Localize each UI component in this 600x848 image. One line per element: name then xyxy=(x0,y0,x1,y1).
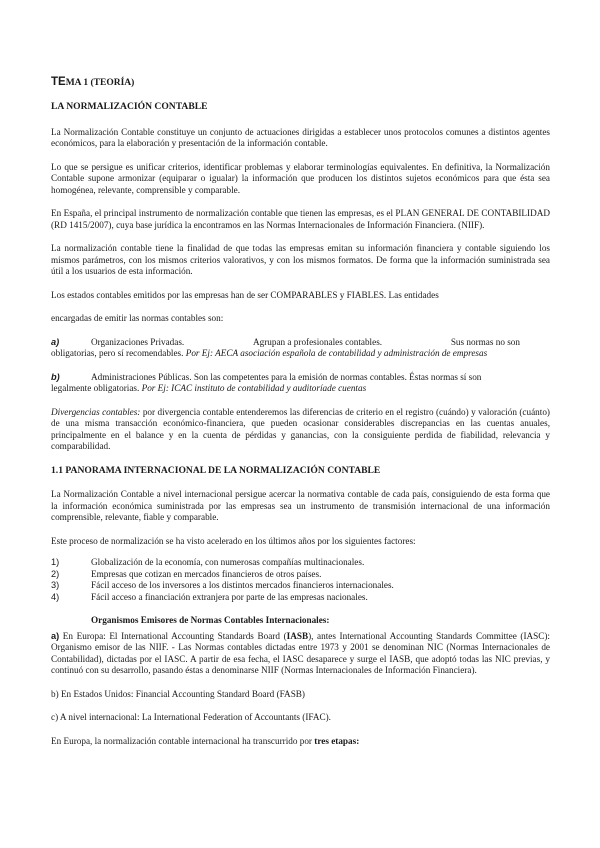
paragraph-3: En España, el principal instrumento de normalización contable que tienen las empresas, es el PLAN GENERAL DE CONTABILIDAD (RD 1415/2007), cuya base jurídica la encontramos en las Normas Internacionales de Información Financiera. (NIIF). xyxy=(51,208,550,230)
item-a-col3: Sus normas no son xyxy=(450,336,520,347)
item-a-example: Por Ej: AECA asociación española de contabilidad y administración de empresas xyxy=(185,348,488,358)
factor-text: Fácil acceso de los inversores a los distintos mercados financieros internacionales. xyxy=(91,580,394,590)
page-title xyxy=(51,76,550,90)
factor-text: Globalización de la economía, con numerosas compañías multinacionales. xyxy=(91,557,365,567)
item-b-letter: b) xyxy=(51,371,60,382)
title-rest: MA 1 (TEORÍA) xyxy=(65,78,135,88)
section-heading: LA NORMALIZACIÓN CONTABLE xyxy=(51,101,208,112)
paragraph-4: La normalización contable tiene la finalidad de que todas las empresas emitan su información financiera y contable siguiendo los mismos parámetros, con los mismos criterios valorativos, y con los mismos formatos. De forma que la información suministrada sea útil a los usuarios de esta información. xyxy=(51,243,550,276)
org-c-paragraph: c) A nivel internacional: La International Federation of Accountants (IFAC). xyxy=(51,712,331,722)
section-heading-2: 1.1 PANORAMA INTERNACIONAL DE LA NORMALIZACIÓN CONTABLE xyxy=(51,464,381,476)
paragraph-5: Los estados contables emitidos por las empresas han de ser COMPARABLES y FIABLES. Las entidades xyxy=(51,289,439,300)
divergencias-label: Divergencias contables: xyxy=(51,406,141,417)
factor-text: Fácil acceso a financiación extranjera por parte de las empresas nacionales. xyxy=(91,591,368,602)
org-a-acronym: IASB xyxy=(286,630,309,641)
factor-number: 3) xyxy=(51,580,60,590)
divergencias-text: por divergencia contable entenderemos las diferencias de criterio en el registro (cuándo) y valoración (cuánto) de una misma transacción económico-financiera, que pueden ocasionar considerables discrepancias en las cuentas anuales, principalmente en el balance y en la cuenta de pérdidas y ganancias, con la consiguiente perdida de fiabilidad, relevancia y comparabilidad. xyxy=(51,406,550,451)
paragraph-1: La Normalización Contable constituye un conjunto de actuaciones dirigidas a establecer unos protocolos comunes a distintos agentes económicos, para la elaboración y presentación de la información contable. xyxy=(51,126,550,148)
item-a-line2: obligatorias, pero sí recomendables. xyxy=(51,348,186,358)
list-item-b xyxy=(51,372,550,395)
list-item xyxy=(51,580,550,592)
last-bold: tres etapas: xyxy=(314,735,360,746)
factor-text: Empresas que cotizan en mercados financieros de otros países. xyxy=(91,568,322,579)
list-item xyxy=(51,569,550,581)
item-b-line2: legalmente obligatorias. xyxy=(51,383,142,393)
item-b-line1: Administraciones Públicas. Son las competentes para la emisión de normas contables. Éstas normas sí son xyxy=(91,371,482,382)
org-a-post: ), antes International Accounting Standards Committee (IASC): Organismo emisor de las NIIF. - Las Normas contables dictadas entre 1973 y 2001 se denominan NIC (Normas Internacionales de Contabilidad), dictadas por el IASC. A partir de esa fecha, el IASC desaparece y surge el IASB, que adoptó todas las NIC previas, y continuó con su desarrollo, pasando éstas a denominarse NIIF (Normas Internacionales de Información Financiera). xyxy=(51,630,550,675)
list-item xyxy=(51,557,550,569)
divergencias-paragraph xyxy=(51,407,550,453)
org-a-paragraph xyxy=(51,631,550,677)
list-item xyxy=(51,592,550,604)
title-big: TE xyxy=(51,76,66,88)
last-paragraph xyxy=(51,736,550,748)
item-a-col2: Agrupan a profesionales contables. xyxy=(252,336,383,347)
paragraph-6: encargadas de emitir las normas contables son: xyxy=(51,313,224,323)
paragraph-7: La Normalización Contable a nivel internacional persigue acercar la normativa contable de cada país, consiguiendo de esta forma que la información económica suministrada por las empresas sea un instrumento de transmisión internacional de una información comprensible, relevante, fiable y comparable. xyxy=(51,489,550,522)
factor-number: 1) xyxy=(51,557,60,567)
paragraph-2: Lo que se persigue es unificar criterios, identificar problemas y elaborar terminologías equivalentes. En definitiva, la Normalización Contable supone armonizar (equiparar o igualar) la información que producen los distintos sujetos económicos para que ésta sea homogénea, relevante, comprensible y comparable. xyxy=(51,161,550,195)
factors-list xyxy=(51,557,550,603)
list-item-a xyxy=(51,337,550,360)
factor-number: 2) xyxy=(51,568,60,579)
item-a-letter: a) xyxy=(51,336,60,347)
org-a-letter: a) xyxy=(51,630,60,641)
org-b-paragraph: b) En Estados Unidos: Financial Accounting Standard Board (FASB) xyxy=(51,688,305,699)
org-a-pre: En Europa: El International Accounting Standards Board ( xyxy=(59,630,287,641)
subheading: Organismos Emisores de Normas Contables Internacionales: xyxy=(91,615,330,625)
factor-number: 4) xyxy=(51,591,60,602)
item-b-example: Por Ej: ICAC instituto de contabilidad y auditoríade cuentas xyxy=(141,383,367,393)
item-a-col1: Organizaciones Privadas. xyxy=(91,336,185,347)
last-pre: En Europa, la normalización contable internacional ha transcurrido por xyxy=(51,735,315,746)
paragraph-8: Este proceso de normalización se ha visto acelerado en los últimos años por los siguientes factores: xyxy=(51,535,416,546)
